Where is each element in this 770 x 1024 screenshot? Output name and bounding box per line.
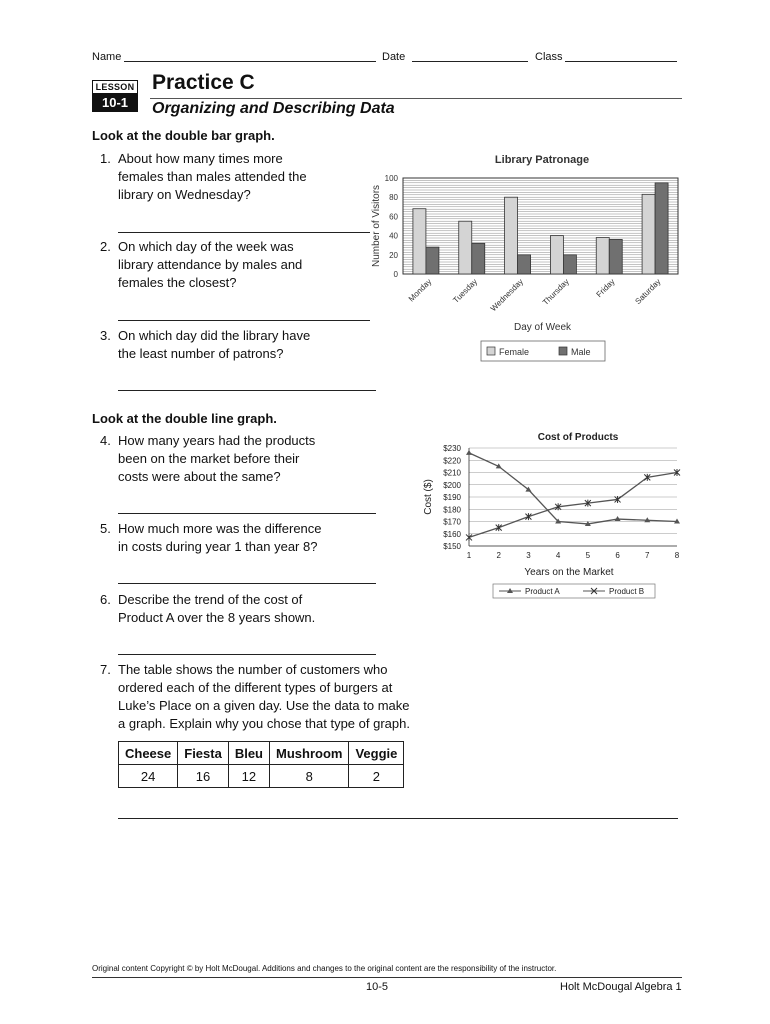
lesson-badge xyxy=(92,80,138,112)
line-chart xyxy=(415,426,690,606)
y-tick-label: $160 xyxy=(443,529,461,539)
x-tick-label: 3 xyxy=(526,551,531,560)
question-number: 3. xyxy=(100,328,111,343)
table-row xyxy=(119,765,404,788)
answer-line-6[interactable] xyxy=(118,654,376,655)
name-label: Name xyxy=(92,51,122,63)
question-text: How many years had the products been on the market before their costs were about the same? xyxy=(118,433,316,484)
table-header-cell: Veggie xyxy=(349,742,404,765)
question-number: 6. xyxy=(100,592,111,607)
x-tick-label: 1 xyxy=(466,551,472,560)
question-text: The table shows the number of customers who ordered each of the different types of burgers at Luke’s Place on a given day. Use the data to make a graph. Explain why you chose that type of graph. xyxy=(118,662,410,731)
question-3 xyxy=(100,327,370,367)
y-tick-label: 100 xyxy=(384,174,398,183)
data-point xyxy=(466,534,472,541)
data-point xyxy=(466,450,472,455)
bar xyxy=(472,243,485,274)
table-cell: 16 xyxy=(178,765,229,788)
question-1 xyxy=(100,150,360,210)
copyright-note: Original content Copyright © by Holt McDougal. Additions and changes to the original content are the responsibility of the instructor. xyxy=(92,964,557,973)
x-axis-label: Years on the Market xyxy=(524,567,614,578)
x-tick-label: Saturday xyxy=(633,277,663,307)
x-tick-label: 7 xyxy=(645,551,650,560)
bar xyxy=(596,238,609,274)
y-tick-label: 40 xyxy=(389,231,398,241)
section-instruction: Look at the double line graph. xyxy=(92,411,277,426)
bar xyxy=(655,183,668,274)
y-tick-label: $170 xyxy=(443,517,461,527)
y-tick-label: 60 xyxy=(389,212,398,222)
bar xyxy=(505,197,518,274)
legend-swatch xyxy=(559,347,567,355)
x-tick-label: 4 xyxy=(555,551,561,560)
question-number: 5. xyxy=(100,521,111,536)
table-header-cell: Bleu xyxy=(228,742,269,765)
legend-entry: Female xyxy=(499,347,530,357)
bar xyxy=(413,209,426,274)
y-axis-label: Number of Visitors xyxy=(371,184,382,268)
x-tick-label: Wednesday xyxy=(488,277,525,314)
question-number: 4. xyxy=(100,433,111,448)
y-tick-label: 20 xyxy=(389,250,398,260)
book-title: Holt McDougal Algebra 1 xyxy=(560,981,682,993)
table-header-cell: Cheese xyxy=(119,742,178,765)
bar xyxy=(642,194,655,274)
answer-line-4[interactable] xyxy=(118,513,376,514)
name-field[interactable] xyxy=(124,51,376,62)
table-cell: 24 xyxy=(119,765,178,788)
bar xyxy=(459,221,472,274)
bar xyxy=(426,247,439,274)
x-tick-label: Thursday xyxy=(540,277,571,308)
bar xyxy=(518,255,531,274)
page-subtitle: Organizing and Describing Data xyxy=(152,100,395,117)
chart-legend xyxy=(481,341,605,361)
data-point xyxy=(496,524,502,531)
table-header-row xyxy=(119,742,404,765)
answer-line-2[interactable] xyxy=(118,320,370,321)
question-5 xyxy=(100,520,370,560)
table-header-cell: Fiesta xyxy=(178,742,229,765)
answer-line-3[interactable] xyxy=(118,390,376,391)
table-cell: 12 xyxy=(228,765,269,788)
y-tick-label: $200 xyxy=(443,480,461,490)
bar xyxy=(609,239,622,274)
date-label: Date xyxy=(382,51,406,63)
question-number: 1. xyxy=(100,151,111,166)
lesson-number: 10-1 xyxy=(92,94,138,112)
y-tick-label: $220 xyxy=(443,456,461,466)
legend-swatch xyxy=(487,347,495,355)
burger-table xyxy=(118,741,404,788)
page-number: 10-5 xyxy=(366,981,389,993)
section-instruction: Look at the double bar graph. xyxy=(92,128,275,143)
date-field[interactable] xyxy=(412,51,528,62)
answer-line-5[interactable] xyxy=(118,583,376,584)
question-6 xyxy=(100,591,370,631)
y-tick-label: 0 xyxy=(393,270,398,279)
bar xyxy=(563,255,576,274)
x-axis-label: Day of Week xyxy=(513,322,572,333)
table-cell: 8 xyxy=(270,765,349,788)
title-divider xyxy=(150,98,682,99)
table-cell: 2 xyxy=(349,765,404,788)
answer-line-7[interactable] xyxy=(118,818,678,819)
question-text: On which day did the library have the least number of patrons? xyxy=(118,328,311,361)
x-tick-label: 5 xyxy=(585,551,591,560)
y-tick-label: $180 xyxy=(443,505,461,515)
class-field[interactable] xyxy=(565,51,677,62)
chart-legend xyxy=(493,584,655,598)
question-2 xyxy=(100,238,360,298)
lesson-label: LESSON xyxy=(92,80,138,94)
legend-entry: Product B xyxy=(609,587,645,596)
y-tick-label: $150 xyxy=(443,542,461,551)
x-tick-label: Monday xyxy=(406,277,434,304)
x-tick-label: Tuesday xyxy=(451,277,480,305)
legend-entry: Male xyxy=(571,347,591,357)
page-title: Practice C xyxy=(152,71,255,94)
question-text: How much more was the difference in costs during year 1 than year 8? xyxy=(118,521,322,554)
chart-title: Cost of Products xyxy=(537,432,619,443)
bar-chart xyxy=(365,148,685,368)
question-number: 2. xyxy=(100,239,111,254)
x-tick-label: 8 xyxy=(674,551,680,560)
question-number: 7. xyxy=(100,662,111,677)
worksheet-header xyxy=(92,51,682,65)
x-tick-label: 2 xyxy=(496,551,501,560)
x-tick-label: Friday xyxy=(594,277,617,300)
question-7 xyxy=(100,661,460,737)
class-label: Class xyxy=(535,51,563,63)
question-4 xyxy=(100,432,370,492)
y-tick-label: 80 xyxy=(389,193,398,203)
series-line xyxy=(469,473,677,538)
y-tick-label: $210 xyxy=(443,468,461,478)
bar xyxy=(550,236,563,274)
table-header-cell: Mushroom xyxy=(270,742,349,765)
series-line xyxy=(469,453,677,524)
chart-title: Library Patronage xyxy=(494,154,590,166)
answer-line-1[interactable] xyxy=(118,232,370,233)
y-tick-label: $230 xyxy=(443,444,461,453)
question-text: On which day of the week was library attendance by males and females the closest? xyxy=(118,239,303,290)
footer-divider xyxy=(92,977,682,978)
x-tick-label: 6 xyxy=(615,551,620,560)
y-axis-label: Cost ($) xyxy=(423,479,434,515)
question-text: About how many times more females than males attended the library on Wednesday? xyxy=(118,151,307,202)
question-text: Describe the trend of the cost of Product A over the 8 years shown. xyxy=(118,592,316,625)
data-point xyxy=(525,513,531,520)
y-tick-label: $190 xyxy=(443,493,461,502)
legend-entry: Product A xyxy=(525,587,560,596)
